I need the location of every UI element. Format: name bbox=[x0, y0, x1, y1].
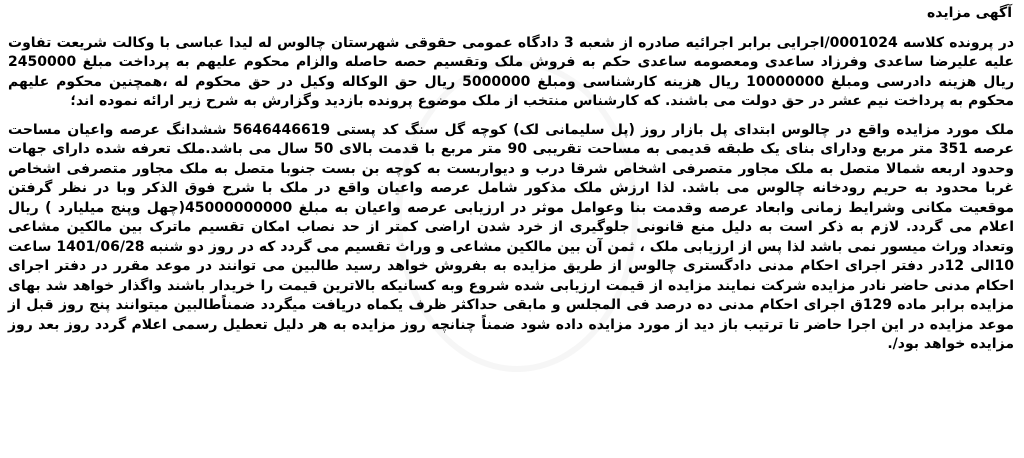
notice-paragraph-case: در پرونده کلاسه 0001024/اجرایی برابر اجرائیه صادره از شعبه 3 دادگاه عمومی حقوقی شهرستان چالوس له لیدا عباسی با وکالت شریعت تفاوت علیه علیرضا ساعدی وفرزاد ساعدی ومعصومه ساعدی حکم به فروش ملک وتقسیم حصه حاصله والزام محکوم علیهم به پرداخت مبلغ 2450000 ریال هزینه دادرسی ومبلغ 10000000 ریال هزینه کارشناسی ومبلغ 5000000 ریال حق الوکاله وکیل در حق محکوم له ،همچنین محکوم علیهم محکوم به پرداخت نیم عشر در حق دولت می باشند. که کارشناس منتخب از ملک موضوع پرونده بازدید وگزارش به شرح زیر ارائه نموده اند؛ bbox=[8, 34, 1015, 109]
auction-notice bbox=[8, 4, 1014, 364]
notice-paragraph-property: ملک مورد مزایده واقع در چالوس ابتدای پل بازار روز (پل سلیمانی لک) کوچه گل سنگ کد پستی 5646446619 ششدانگ عرصه واعیان مساحت عرصه 351 متر مربع ودارای بنای یک طبقه قدیمی به مساحت تقریبی 90 متر مربع با قدمت بالای 50 سال می باشد.ملک تعرفه شده دارای جهات وحدود اربعه شمالا متصل به ملک مجاور متصرفی اشخاص شرقا درب و دیواربست به کوچه بن بست جنوبا متصل به ملک مجاور متصرفی اشخاص غربا محدود به حریم رودخانه چالوس می باشد. لذا ارزش ملک مذکور شامل عرصه واعیان واقع در ملک با شرح فوق الذکر وبا در نظر گرفتن موقعیت مکانی وشرایط زمانی وابعاد عرصه وقدمت بنا وعوامل موثر در ارزیابی عرصه واعیان به مبلغ 45000000000(چهل وپنج میلیارد ) ریال اعلام می گردد. لازم به ذکر است به دلیل منع قانونی جلوگیری از خرد شدن اراضی کمتر از حد نصاب امکان تقسیم ماترک بین مالکین مشاعی وتعداد وراث میسور نمی باشد لذا پس از ارزیابی ملک ، ثمن آن بین مالکین مشاعی و وراث تقسیم می گردد که در روز دو شنبه 1401/06/28 ساعت 10الی 12در دفتر اجرای احکام مدنی دادگستری چالوس از طریق مزایده به بفروش خواهد رسید طالبین می توانند در موعد مقرر در دفتر اجرای احکام مدنی حاضر نادر مزایده شرکت نمایند مزایده از قیمت ارزیابی شده شروع وبه کسانیکه بالاترین قیمت را خریدار باشند واگذار خواهد شد بهای مزایده برابر ماده 129ق اجرای احکام مدنی ده درصد فی المجلس و مابقی حداکثر ظرف یکماه دریافت میگردد ضمناًطالبین میتوانند پنج روز قبل از موعد مزایده در این اجرا حاضر تا ترتیب باز دید از مورد مزایده داده شود ضمناً چنانچه روز مزایده به هر دلیل تعطیل رسمی اعلام گردد روز بعد روز مزایده خواهد بود/. bbox=[8, 121, 1015, 352]
notice-title: آگهی مزایده bbox=[926, 5, 1012, 21]
